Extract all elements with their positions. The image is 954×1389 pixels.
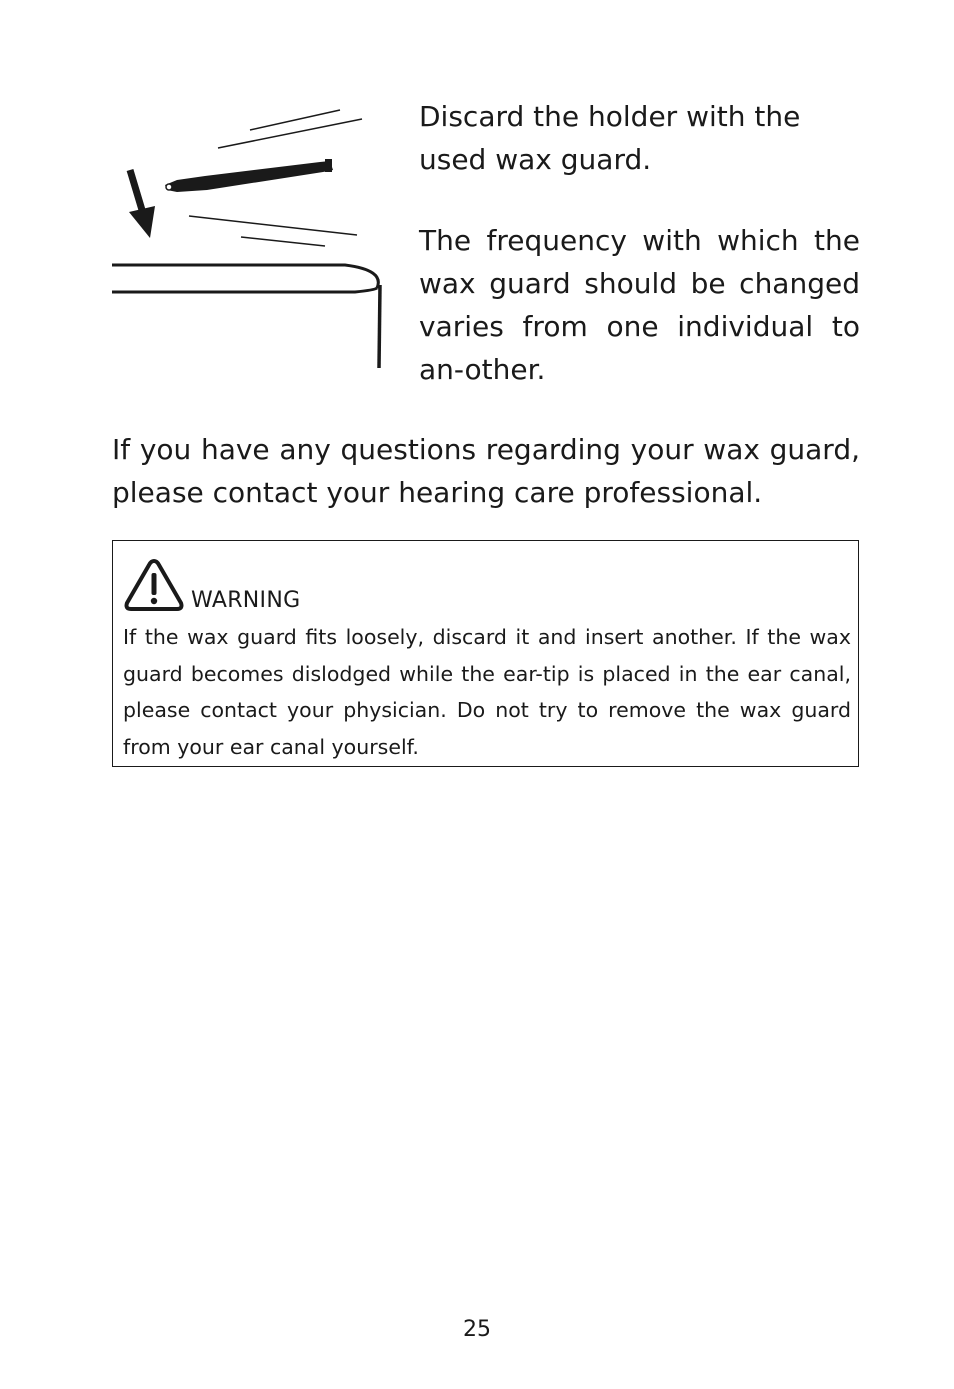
disposal-drawing-icon bbox=[105, 100, 395, 375]
intro-column bbox=[419, 95, 860, 429]
warning-box bbox=[112, 540, 859, 767]
warning-text: If the wax guard fits loosely, discard it and insert another. If the wax guard becomes dislodged while the ear-tip is placed in the ear canal, please contact your physician. Do not try to remove the wax guard from your ear canal yourself. bbox=[123, 625, 851, 759]
frequency-note: The frequency with which the wax guard should be changed varies from one individual to an-other. bbox=[419, 224, 860, 386]
wax-guard-disposal-illustration bbox=[105, 100, 395, 375]
page-number: 25 bbox=[463, 1317, 491, 1342]
questions-paragraph: If you have any questions regarding your wax guard, please contact your hearing care professional. bbox=[112, 433, 860, 509]
discard-instruction: Discard the holder with the used wax guard. bbox=[419, 100, 801, 176]
warning-triangle-icon bbox=[123, 557, 185, 613]
warning-header bbox=[123, 553, 300, 613]
warning-title: WARNING bbox=[191, 588, 301, 613]
